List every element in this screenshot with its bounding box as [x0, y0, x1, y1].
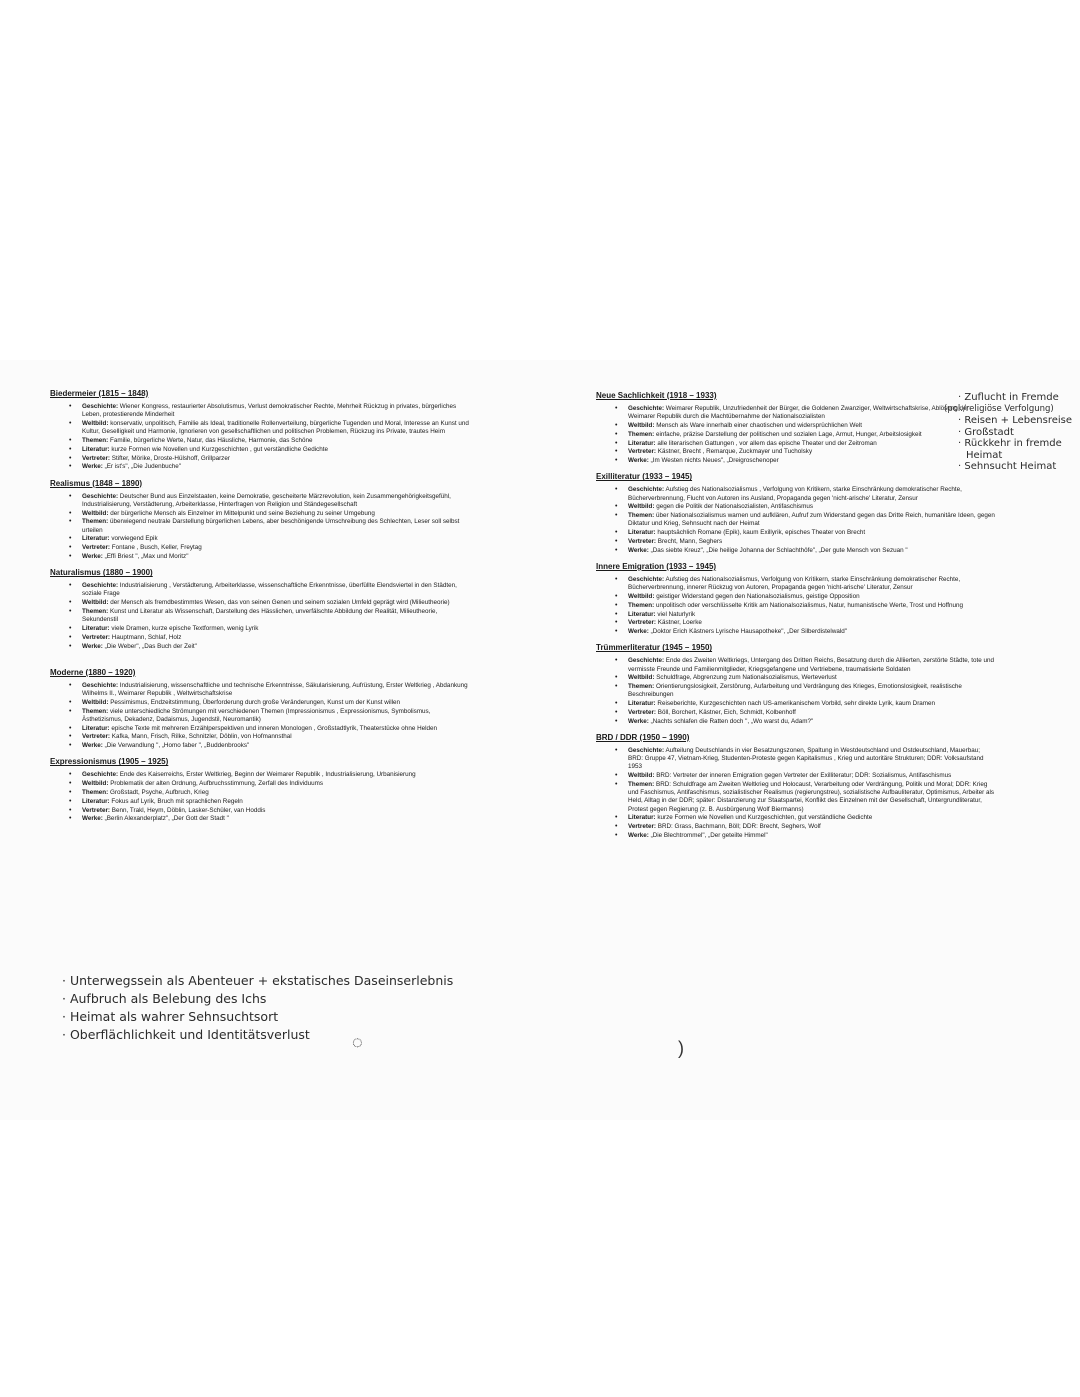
- handwritten-note: · Sehnsucht Heimat: [958, 461, 1057, 472]
- item-text: BRD: Vertreter der inneren Emigration gegen Vertreter der Exilliteratur; DDR: Sozialismus, Antifaschismus: [654, 772, 952, 780]
- list-item: [628, 448, 996, 456]
- item-label: Werke:: [628, 831, 649, 839]
- item-label: Literatur:: [628, 439, 656, 447]
- item-text: „Er ist's", „Die Judenbuche": [102, 463, 182, 471]
- item-text: überwiegend neutrale Darstellung bürgerlichen Lebens, aber beschönigende Umschreibung des Schlechten, Leser soll selbst urteilen: [82, 518, 460, 534]
- item-text: Kästner, Loerke: [656, 619, 702, 627]
- list-item: [82, 553, 470, 561]
- item-label: Vertreter:: [82, 806, 111, 814]
- item-label: Geschichte:: [628, 657, 665, 665]
- item-label: Geschichte:: [628, 746, 665, 754]
- epoch-section: [50, 478, 470, 562]
- list-item: [82, 608, 470, 624]
- item-text: „Die Blechtrommel", „Der geteilte Himmel": [648, 831, 768, 839]
- item-label: Geschichte:: [82, 403, 119, 410]
- list-item: [628, 457, 996, 465]
- list-item: [82, 780, 470, 788]
- epoch-section: [596, 561, 996, 636]
- list-item: [82, 518, 470, 534]
- item-text: der bürgerliche Mensch als Einzelner im Mittelpunkt und seine Beziehung zu seiner Umgebung: [108, 509, 375, 517]
- list-item: [82, 725, 470, 733]
- list-item: [82, 403, 470, 419]
- item-text: Orientierungslosigkeit, Zerstörung, Aufarbeitung und Verdrängung des Krieges, Emotionslosigkeit, realistische Beschreibungen: [628, 683, 962, 699]
- item-label: Geschichte:: [628, 486, 665, 494]
- item-label: Literatur:: [628, 610, 656, 618]
- list-item: [628, 538, 996, 546]
- list-item: [628, 700, 996, 708]
- epoch-section: [596, 471, 996, 555]
- epoch-list: [596, 576, 996, 636]
- item-label: Weltbild:: [628, 674, 655, 682]
- item-label: Literatur:: [82, 535, 110, 543]
- list-item: [628, 547, 996, 555]
- handwritten-note: (pol./religiöse Verfolgung): [944, 403, 1054, 414]
- item-text: „Berlin Alexanderplatz", „Der Gott der Stadt ": [102, 815, 229, 823]
- epoch-title: Realismus (1848 – 1890): [50, 478, 143, 488]
- list-item: [628, 832, 996, 840]
- item-text: Pessimismus, Endzeitstimmung, Überforderung durch große Veränderungen, Kunst um der Kunst willen: [108, 698, 401, 706]
- list-item: [82, 742, 470, 750]
- epoch-title: BRD / DDR (1950 – 1990): [596, 732, 690, 742]
- item-text: konservativ, unpolitisch, Familie als Ideal, traditionelle Rollenverteilung, bürgerliche Tugenden und Moral, Interesse an Kunst und Kultur, Geselligkeit und Harmonie, Ignorieren von gesellschaftlichen und politischen Problemen, Rückzug ins Private, trautes Heim: [82, 420, 469, 436]
- item-text: Wiener Kongress, restaurierter Absolutismus, Verlust demokratischer Rechte, Mehrheit Rückzug in privates, bürgerliches Leben, protestierende Minderheit: [82, 403, 457, 419]
- list-item: [82, 634, 470, 642]
- item-text: Ende des Zweiten Weltkriegs, Untergang des Dritten Reichs, Besatzung durch die Alliierten, zerstörte Städte, tote und vermisste Freunde und Familienmitglieder, Kriegsgefangene und Vertriebene, traumatisierte Soldaten: [628, 657, 994, 673]
- epoch-title: Neue Sachlichkeit (1918 – 1933): [596, 391, 717, 400]
- item-label: Geschichte:: [628, 575, 665, 583]
- handwritten-note: Heimat: [966, 449, 1003, 461]
- epoch-section: [596, 390, 996, 465]
- item-label: Literatur:: [82, 445, 110, 453]
- item-text: geistiger Widerstand gegen den Nationalsozialismus, geistige Opposition: [654, 592, 860, 600]
- epoch-list: [50, 582, 470, 651]
- item-label: Vertreter:: [82, 733, 111, 741]
- epoch-list: [596, 747, 996, 840]
- item-text: Großstadt, Psyche, Aufbruch, Krieg: [108, 788, 209, 796]
- item-text: Kästner, Brecht , Remarque, Zuckmayer und Tucholsky: [656, 448, 813, 456]
- handwritten-note: · Aufbruch als Belebung des Ichs: [62, 991, 267, 1006]
- epoch-title: Biedermeier (1815 – 1848): [50, 389, 149, 398]
- item-text: BRD: Grass, Bachmann, Böll; DDR: Brecht, Seghers, Wolf: [656, 823, 821, 831]
- list-item: [628, 405, 996, 421]
- item-label: Geschichte:: [82, 681, 119, 689]
- epoch-section: [50, 756, 470, 823]
- list-item: [82, 420, 470, 436]
- epoch-list: [596, 405, 996, 465]
- item-label: Vertreter:: [82, 544, 111, 552]
- item-text: Brecht, Mann, Seghers: [656, 537, 723, 545]
- epoch-section: [50, 388, 470, 472]
- item-text: Hauptmann, Schlaf, Holz: [110, 633, 182, 641]
- list-item: [82, 437, 470, 445]
- handwritten-note: · Heimat als wahrer Sehnsuchtsort: [62, 1009, 279, 1024]
- list-item: [628, 431, 996, 439]
- item-text: Deutscher Bund aus Einzelstaaten, keine Demokratie, gescheiterte Märzrevolution, kein Zusammengehörigkeitsgefühl, Industrialisierung, Verstädterung, Arbeiterklasse, Hinterfragen von Religion und Ständegesellschaft: [82, 492, 451, 508]
- item-text: Industrialisierung , Verstädterung, Arbeiterklasse, wissenschaftliche Erkenntnisse, überfüllte Elendsviertel in den Städten, soziale Frage: [82, 582, 457, 598]
- epoch-title: Expressionismus (1905 – 1925): [50, 757, 169, 767]
- list-item: [628, 440, 996, 448]
- item-label: Themen:: [628, 512, 655, 520]
- item-text: Weimarer Republik, Unzufriedenheit der Bürger, die Goldenen Zwanziger, Weltwirtschaftskrise, Ablösung der Weimarer Republik durch die Machtübernahme der Nationalsozialisten: [628, 405, 969, 421]
- item-label: Weltbild:: [82, 599, 109, 607]
- item-text: „Die Weber", „Das Buch der Zeit": [102, 642, 197, 650]
- handwritten-notes-left: [62, 972, 502, 1044]
- list-item: [628, 674, 996, 682]
- list-item: [82, 582, 470, 598]
- handwritten-note: · Großstadt: [958, 426, 1014, 438]
- item-text: Schuldfrage, Abgrenzung zum Nationalsozialismus, Werteverlust: [654, 674, 837, 682]
- handwritten-notes-right: [944, 392, 1073, 473]
- epoch-list: [596, 486, 996, 555]
- list-item: [628, 619, 996, 627]
- item-label: Vertreter:: [628, 448, 657, 456]
- item-label: Weltbild:: [82, 509, 109, 517]
- item-text: Aufteilung Deutschlands in vier Besatzungszonen, Spaltung in Westdeutschland und Ostdeutschland, Mauerbau; BRD: Gruppe 47, Vietnam-Krieg, Studenten-Proteste gegen Kapitalismus , Krieg und autoritäre Strukturen; DDR: Volksaufstand 1953: [628, 746, 984, 771]
- item-text: kurze Formen wie Novellen und Kurzgeschichten , gut verständliche Gedichte: [109, 445, 329, 453]
- item-text: Kafka, Mann, Frisch, Rilke, Schnitzler, Döblin, von Hofmannsthal: [110, 733, 292, 741]
- item-text: Problematik der alten Ordnung, Aufbruchsstimmung, Zerfall des Individuums: [108, 780, 324, 788]
- item-label: Literatur:: [82, 724, 110, 732]
- item-label: Weltbild:: [628, 503, 655, 511]
- item-text: Ende des Kaiserreichs, Erster Weltkrieg, Beginn der Weimarer Republik , Industrialisierung, Urbanisierung: [118, 771, 416, 779]
- handwritten-note: · Oberflächlichkeit und Identitätsverlust: [62, 1027, 310, 1042]
- item-text: vorwiegend Epik: [109, 535, 158, 543]
- item-text: „Doktor Erich Kästners Lyrische Hausapotheke", „Der Silberdistelwald": [648, 628, 848, 636]
- item-text: unpolitisch oder verschlüsselte Kritik am Nationalsozialismus, Natur, humanistische Werte, Trost und Hoffnung: [654, 601, 964, 609]
- list-item: [82, 535, 470, 543]
- handwritten-note: · Unterwegssein als Abenteuer + ekstatisches Daseinserlebnis: [62, 973, 454, 988]
- item-label: Themen:: [82, 707, 109, 715]
- list-item: [82, 798, 470, 806]
- list-item: [82, 682, 470, 698]
- list-item: [628, 772, 996, 780]
- epoch-title: Naturalismus (1880 – 1900): [50, 568, 153, 578]
- item-text: Mensch als Ware innerhalb einer chaotischen und widersprüchlichen Welt: [654, 422, 863, 429]
- list-item: [628, 823, 996, 831]
- list-item: [82, 463, 470, 471]
- item-label: Werke:: [628, 628, 649, 636]
- item-text: gegen die Politik der Nationalsozialisten, Antifaschismus: [654, 503, 814, 511]
- item-text: „Nachts schlafen die Ratten doch ", „Wo warst du, Adam?": [648, 717, 814, 725]
- list-item: [628, 709, 996, 717]
- item-label: Werke:: [628, 457, 649, 465]
- item-text: Benn, Trakl, Heym, Döblin, Lasker-Schüler, van Hoddis: [110, 806, 266, 814]
- item-text: BRD: Schuldfrage am Zweiten Weltkrieg und Holocaust, Verarbeitung oder Verdrängung, Politik und Moral; DDR: Krieg und Faschismus, Antifaschismus, sozialistischer Realismus (regierungstreu), sozialistische Aufbauliteratur, Optimismus, Arbeiter als Held, Alltag in der DDR; später: Distanzierung zur Staatspartei, Konflikt des Einzelnen mit der Gesellschaft, Untergrundliteratur, Protest gegen Regierung (z. B. Ausbürgerung Wolf Biermanns): [628, 780, 995, 813]
- epoch-list: [50, 493, 470, 562]
- list-item: [82, 708, 470, 724]
- epoch-list: [50, 771, 470, 823]
- list-item: [628, 422, 996, 430]
- item-text: Reiseberichte, Kurzgeschichten nach US-amerikanischem Vorbild, sehr direkte Lyrik, kaum Dramen: [655, 700, 936, 708]
- epoch-section: [50, 567, 470, 651]
- item-label: Literatur:: [82, 624, 110, 632]
- item-text: Fontane , Busch, Keller, Freytag: [110, 544, 202, 552]
- item-label: Werke:: [628, 546, 649, 554]
- handwritten-note: · Reisen + Lebensreise: [958, 415, 1073, 426]
- item-label: Weltbild:: [82, 420, 109, 427]
- list-item: [82, 733, 470, 741]
- item-label: Werke:: [82, 815, 103, 823]
- item-text: Aufstieg des Nationalsozialismus, Verfolgung von Kritikern, starke Einschränkung demokratischer Rechte, Bücherverbrennung, innerer Rückzug von Autoren, Propaganda gegen 'nicht-arische' Literatur, Zensur: [628, 575, 961, 592]
- list-item: [82, 599, 470, 607]
- item-text: viele unterschiedliche Strömungen mit verschiedenen Themen (Impressionismus , Expressionismus, Symbolismus, Ästhetizismus, Dekadenz, Dadaismus, Jugendstil, Neuromantik): [82, 707, 431, 723]
- handwritten-note: · Zuflucht in Fremde: [958, 392, 1059, 403]
- item-label: Themen:: [82, 607, 109, 615]
- item-label: Literatur:: [628, 700, 656, 708]
- list-item: [628, 611, 996, 619]
- item-text: hauptsächlich Romane (Epik), kaum Exillyrik, episches Theater von Brecht: [655, 529, 866, 537]
- list-item: [628, 814, 996, 822]
- list-item: [82, 699, 470, 707]
- list-item: [82, 493, 470, 509]
- epoch-section: [596, 732, 996, 840]
- list-item: [82, 510, 470, 518]
- item-label: Geschichte:: [82, 492, 119, 500]
- list-item: [82, 455, 470, 463]
- item-text: epische Texte mit mehreren Erzählperspektiven und inneren Monologen , Großstadtlyrik, Theaterstücke ohne Helden: [109, 724, 438, 732]
- item-label: Vertreter:: [628, 619, 657, 627]
- list-item: [628, 747, 996, 772]
- list-item: [82, 643, 470, 651]
- left-column: [50, 388, 470, 830]
- item-text: viele Dramen, kurze epische Textformen, wenig Lyrik: [109, 624, 259, 632]
- item-text: über Nationalsozialismus warnen und aufklären, Aufruf zum Widerstand gegen das Dritte Reich, humanitäre Ideen, gegen Diktatur und Krieg, Sehnsucht nach der Heimat: [628, 512, 995, 528]
- list-item: [82, 807, 470, 815]
- item-text: „Das siebte Kreuz", „Die heilige Johanna der Schlachthöfe", „Der gute Mensch von Sezuan ": [648, 546, 908, 554]
- epoch-title: Moderne (1880 – 1920): [50, 667, 136, 677]
- item-label: Vertreter:: [628, 537, 657, 545]
- item-text: Industrialisierung, wissenschaftliche und technische Erkenntnisse, Säkularisierung, Aufrüstung, Erster Weltkrieg , Abdankung Wilhelms II., Weimarer Republik , Weltwirtschaftskrise: [82, 681, 468, 697]
- item-text: alle literarischen Gattungen , vor allem das epische Theater und der Zeitroman: [655, 439, 877, 447]
- item-text: Aufstieg des Nationalsozialismus , Verfolgung von Kritikern, starke Einschränkung demokratischer Rechte, Bücherverbrennung, Flucht von Autoren ins Ausland, Propaganda gegen 'nicht-arische' Literatur, Zensur: [628, 486, 962, 502]
- epoch-title: Trümmerliteratur (1945 – 1950): [596, 643, 713, 653]
- item-label: Themen:: [628, 683, 655, 691]
- item-label: Vertreter:: [82, 454, 111, 462]
- list-item: [82, 771, 470, 779]
- epoch-title: Exilliteratur (1933 – 1945): [596, 472, 693, 482]
- list-item: [628, 781, 996, 814]
- list-item: [628, 486, 996, 502]
- item-label: Themen:: [628, 430, 655, 438]
- list-item: [82, 789, 470, 797]
- item-label: Werke:: [82, 552, 103, 560]
- handwritten-note: · Rückkehr in fremde: [958, 438, 1062, 449]
- item-label: Themen:: [628, 601, 655, 609]
- item-text: viel Naturlyrik: [655, 610, 696, 618]
- list-item: [628, 628, 996, 636]
- item-label: Vertreter:: [628, 823, 657, 831]
- epoch-list: [50, 403, 470, 472]
- item-label: Literatur:: [82, 797, 110, 805]
- item-text: Böll, Borchert, Kästner, Eich, Schmidt, Kolbenhoff: [656, 708, 796, 716]
- item-label: Werke:: [628, 717, 649, 725]
- list-item: [82, 446, 470, 454]
- list-item: [82, 544, 470, 552]
- item-label: Literatur:: [628, 529, 656, 537]
- item-text: Fokus auf Lyrik, Bruch mit sprachlichen Regeln: [109, 797, 243, 805]
- epoch-title: Innere Emigration (1933 – 1945): [596, 561, 717, 571]
- item-label: Werke:: [82, 463, 103, 471]
- item-text: „Im Westen nichts Neues", „Dreigroschenoper: [648, 457, 779, 465]
- item-label: Weltbild:: [628, 422, 655, 429]
- item-text: Stifter, Mörike, Droste-Hülshoff, Grillparzer: [110, 454, 230, 462]
- list-item: [82, 815, 470, 823]
- pencil-mark-icon: ): [678, 1038, 684, 1058]
- item-label: Themen:: [82, 437, 109, 444]
- item-text: einfache, präzise Darstellung der politischen und sozialen Lage, Armut, Hunger, Arbeitslosigkeit: [654, 430, 922, 438]
- item-label: Weltbild:: [628, 772, 655, 780]
- list-item: [82, 625, 470, 633]
- list-item: [628, 512, 996, 528]
- item-label: Themen:: [628, 780, 655, 788]
- list-item: [628, 529, 996, 537]
- item-label: Weltbild:: [628, 592, 655, 600]
- item-text: „Effi Briest ", „Max und Moritz": [102, 552, 189, 560]
- item-text: „Die Verwandlung ", „Homo faber ", „Buddenbrooks": [102, 742, 250, 750]
- list-item: [628, 683, 996, 699]
- item-label: Geschichte:: [82, 771, 119, 779]
- item-label: Geschichte:: [82, 582, 119, 590]
- item-label: Literatur:: [628, 814, 656, 822]
- item-label: Weltbild:: [82, 698, 109, 706]
- list-item: [628, 503, 996, 511]
- item-text: Kunst und Literatur als Wissenschaft, Darstellung des Hässlichen, unverfälschte Abbildung der Realität, Milieutheorie, Sekundenstil: [82, 607, 438, 624]
- item-label: Themen:: [82, 788, 109, 796]
- epoch-section: [50, 667, 470, 751]
- item-label: Geschichte:: [628, 405, 665, 412]
- list-item: [628, 657, 996, 673]
- item-text: Familie, bürgerliche Werte, Natur, das Häusliche, Harmonie, das Schöne: [108, 437, 313, 444]
- epoch-list: [596, 657, 996, 726]
- item-label: Themen:: [82, 518, 109, 526]
- epoch-section: [596, 642, 996, 726]
- item-label: Werke:: [82, 742, 103, 750]
- epoch-list: [50, 682, 470, 751]
- list-item: [628, 602, 996, 610]
- item-label: Vertreter:: [628, 708, 657, 716]
- list-item: [628, 718, 996, 726]
- list-item: [628, 576, 996, 592]
- item-text: der Mensch als fremdbestimmtes Wesen, das von seinen Genen und seinem sozialen Umfeld geprägt wird (Milieutheorie): [108, 599, 450, 607]
- list-item: [628, 593, 996, 601]
- right-column: [596, 390, 996, 846]
- pencil-mark-icon: ◌: [352, 1032, 363, 1052]
- item-label: Vertreter:: [82, 633, 111, 641]
- item-label: Weltbild:: [82, 780, 109, 788]
- item-text: kurze Formen wie Novellen und Kurzgeschichten, gut verständliche Gedichte: [655, 814, 873, 822]
- item-label: Werke:: [82, 642, 103, 650]
